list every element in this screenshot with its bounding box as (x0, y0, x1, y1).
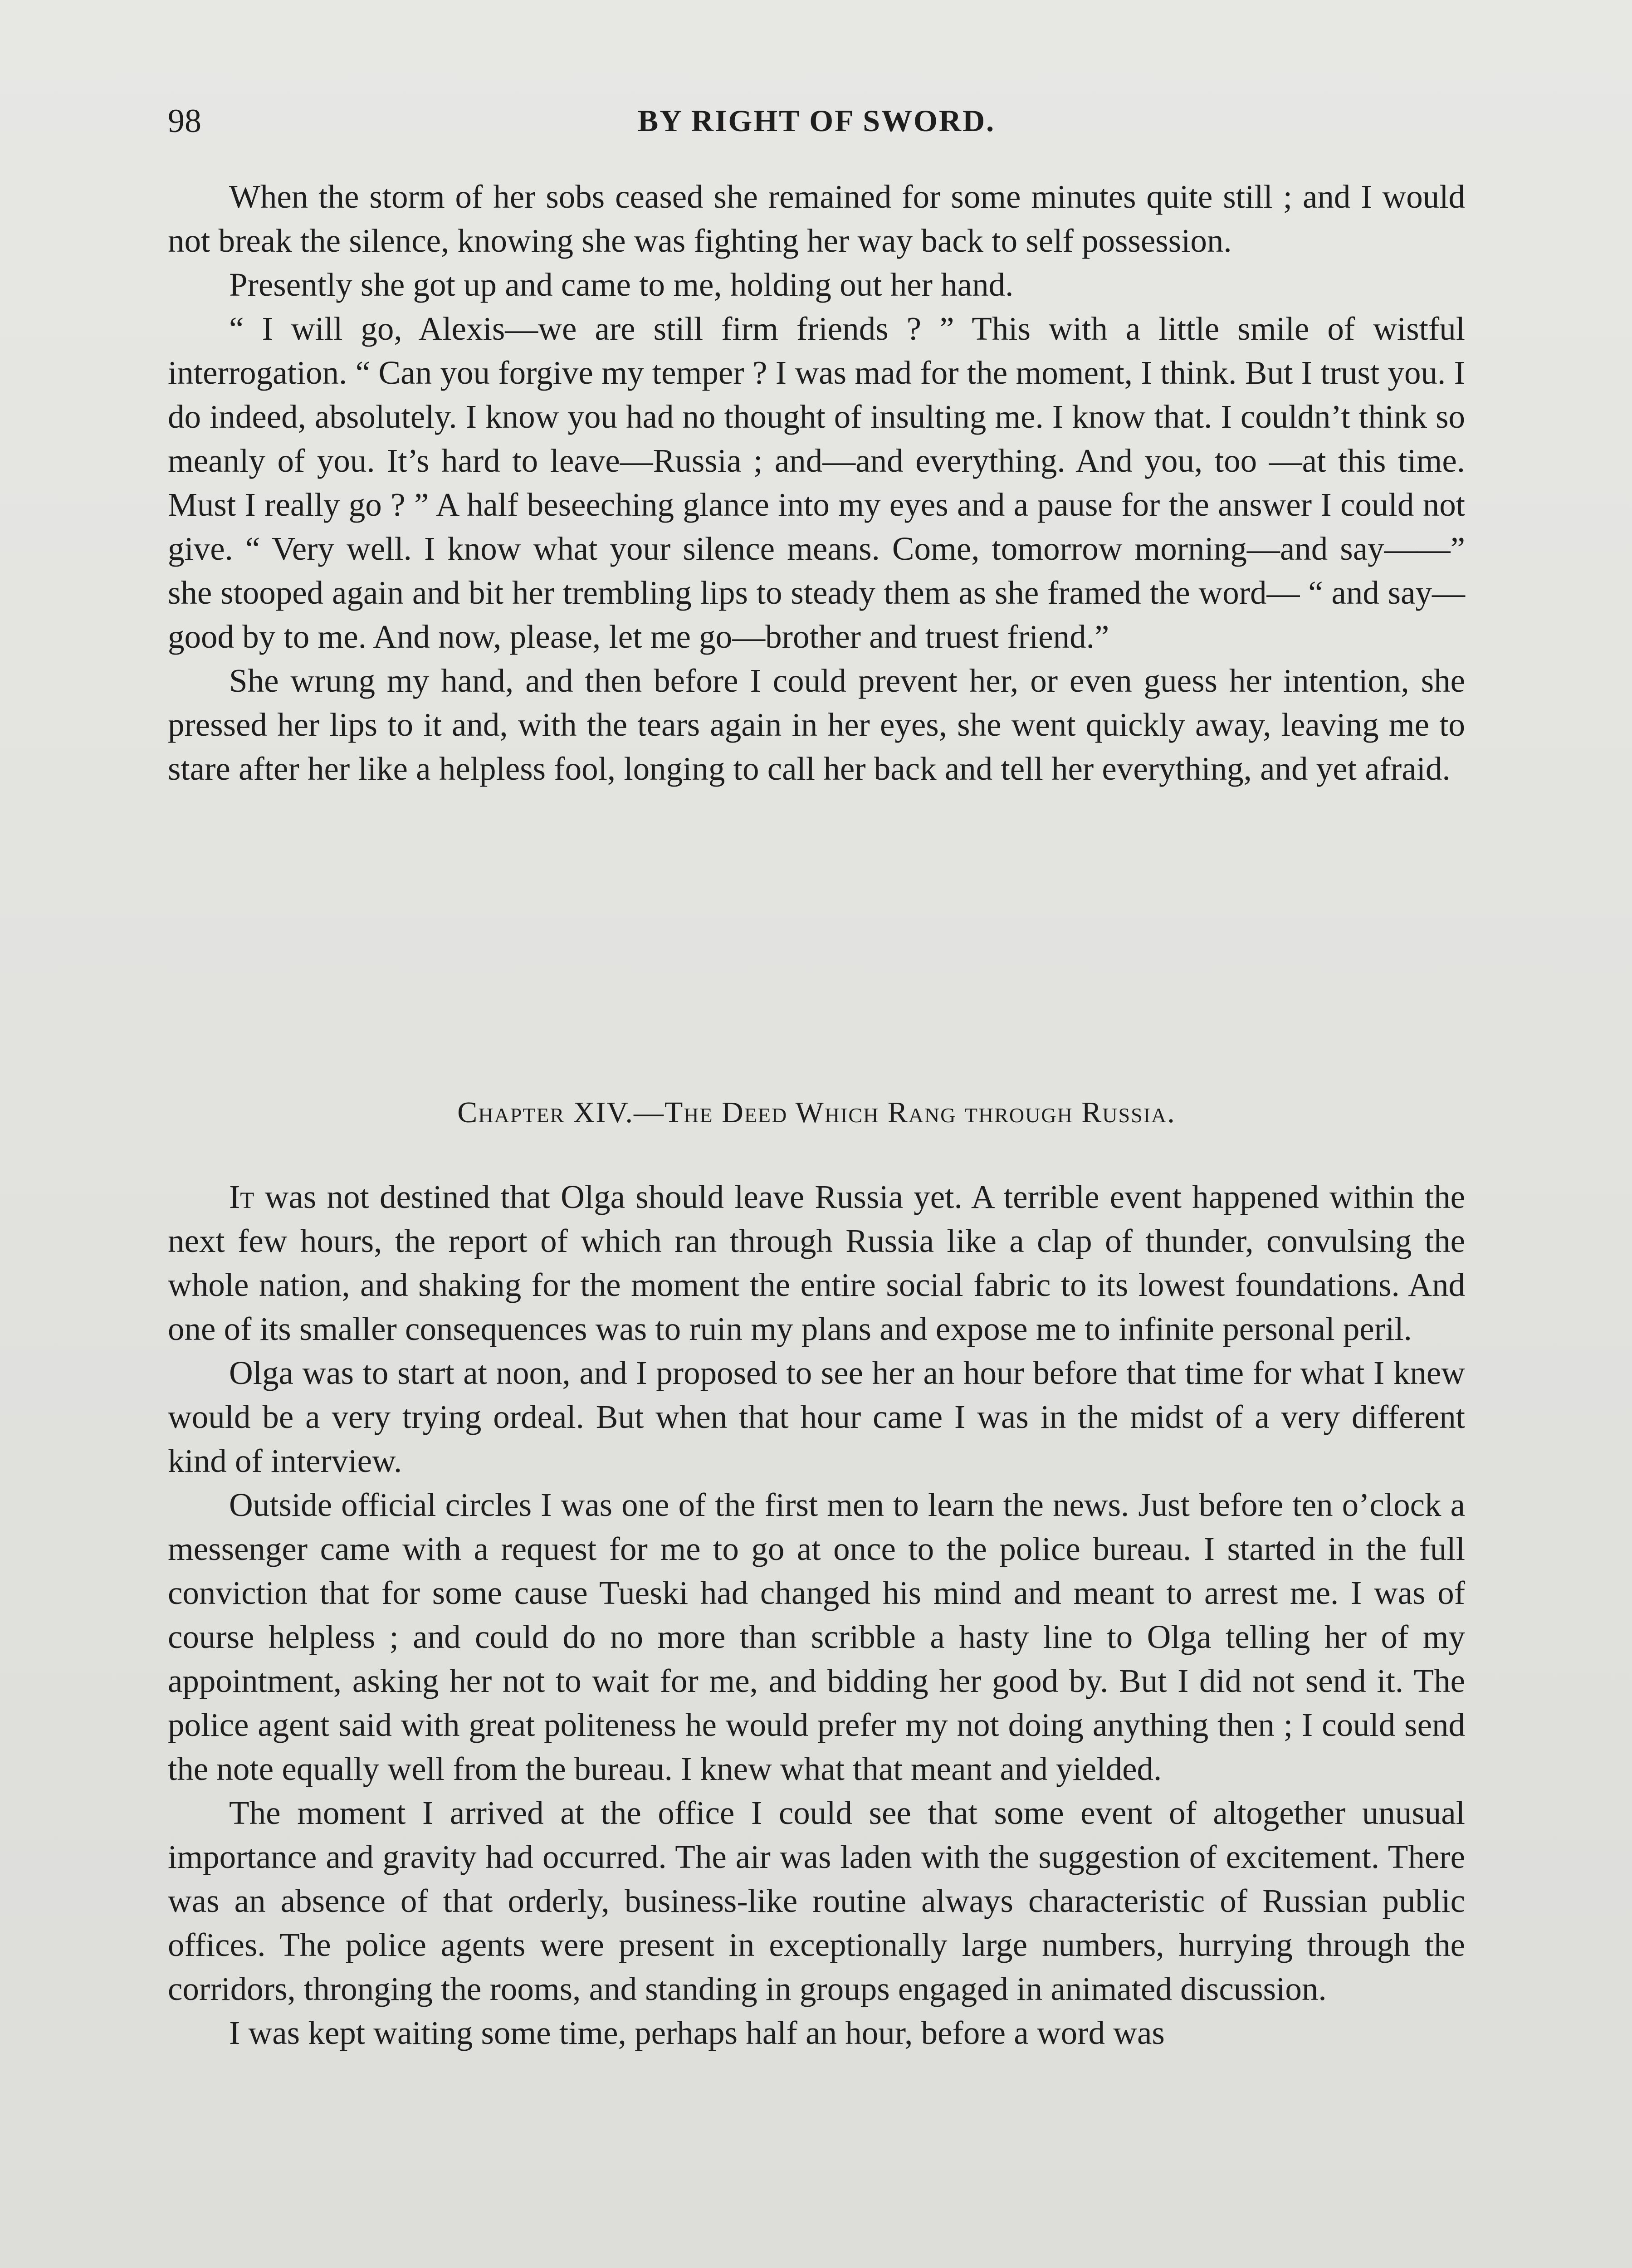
page-number: 98 (168, 103, 201, 140)
page-header (168, 98, 1465, 147)
paragraph: Presently she got up and came to me, holding out her hand. (229, 266, 1014, 303)
paragraph: Olga was to start at noon, and I proposed to see her an hour before that time for what I knew would be a very trying ordeal. But when that hour came I was in the midst of a very different kind of interview. (168, 1354, 1465, 1479)
paragraph-first-rest: was not destined that Olga should leave Russia yet. A terrible event happened within the next few hours, the report of which ran through Russia like a clap of thunder, convulsing the whole nation, and shaking for the moment the entire social fabric to its lowest foundations. And one of its smaller consequences was to ruin my plans and expose me to infinite personal peril. (168, 1178, 1465, 1347)
paragraph-first (168, 1175, 1465, 1351)
section-one-text (168, 175, 1465, 791)
paragraph: I was kept waiting some time, perhaps half an hour, before a word was (229, 2014, 1165, 2051)
section-two-text (168, 1175, 1465, 2055)
paragraph: “ I will go, Alexis—we are still firm friends ? ” This with a little smile of wistful interrogation. “ Can you forgive my temper ? I was mad for the moment, I think. But I trust you. I do indeed, absolutely. I know you had no thought of insulting me. I know that. I couldn’t think so meanly of you. It’s hard to leave—Russia ; and—and everything. And you, too —at this time. Must I really go ? ” A half beseeching glance into my eyes and a pause for the answer I could not give. “ Very well. I know what your silence means. Come, tomorrow morning—and say——” she stooped again and bit her trembling lips to steady them as she framed the word— “ and say—good by to me. And now, please, let me go—brother and truest friend.” (168, 310, 1465, 655)
paragraph-lead-word: It (229, 1178, 254, 1215)
paragraph: She wrung my hand, and then before I could prevent her, or even guess her intention, she pressed her lips to it and, with the tears again in her eyes, she went quickly away, leaving me to stare after her like a helpless fool, longing to call her back and tell her everything, and yet afraid. (168, 662, 1465, 787)
paragraph: When the storm of her sobs ceased she remained for some minutes quite still ; and I would not break the silence, knowing she was fighting her way back to self possession. (168, 178, 1465, 259)
paragraph: The moment I arrived at the office I could see that some event of altogether unusual importance and gravity had occurred. The air was laden with the suggestion of excitement. There was an absence of that orderly, business-like routine always characteristic of Russian public offices. The police agents were present in exceptionally large numbers, hurrying through the corridors, thronging the rooms, and standing in groups engaged in animated discussion. (168, 1794, 1465, 2007)
paragraph: Outside official circles I was one of the first men to learn the news. Just before ten o’clock a messenger came with a request for me to go at once to the police bureau. I started in the full conviction that for some cause Tueski had changed his mind and meant to arrest me. I was of course helpless ; and could do no more than scribble a hasty line to Olga telling her of my appointment, asking her not to wait for me, and bidding her good by. But I did not send it. The police agent said with great politeness he would prefer my not doing anything then ; I could send the note equally well from the bureau. I knew what that meant and yielded. (168, 1486, 1465, 1787)
running-title: BY RIGHT OF SWORD. (637, 103, 996, 138)
chapter-heading: Chapter XIV.—The Deed Which Rang through Russia. (457, 1096, 1176, 1129)
